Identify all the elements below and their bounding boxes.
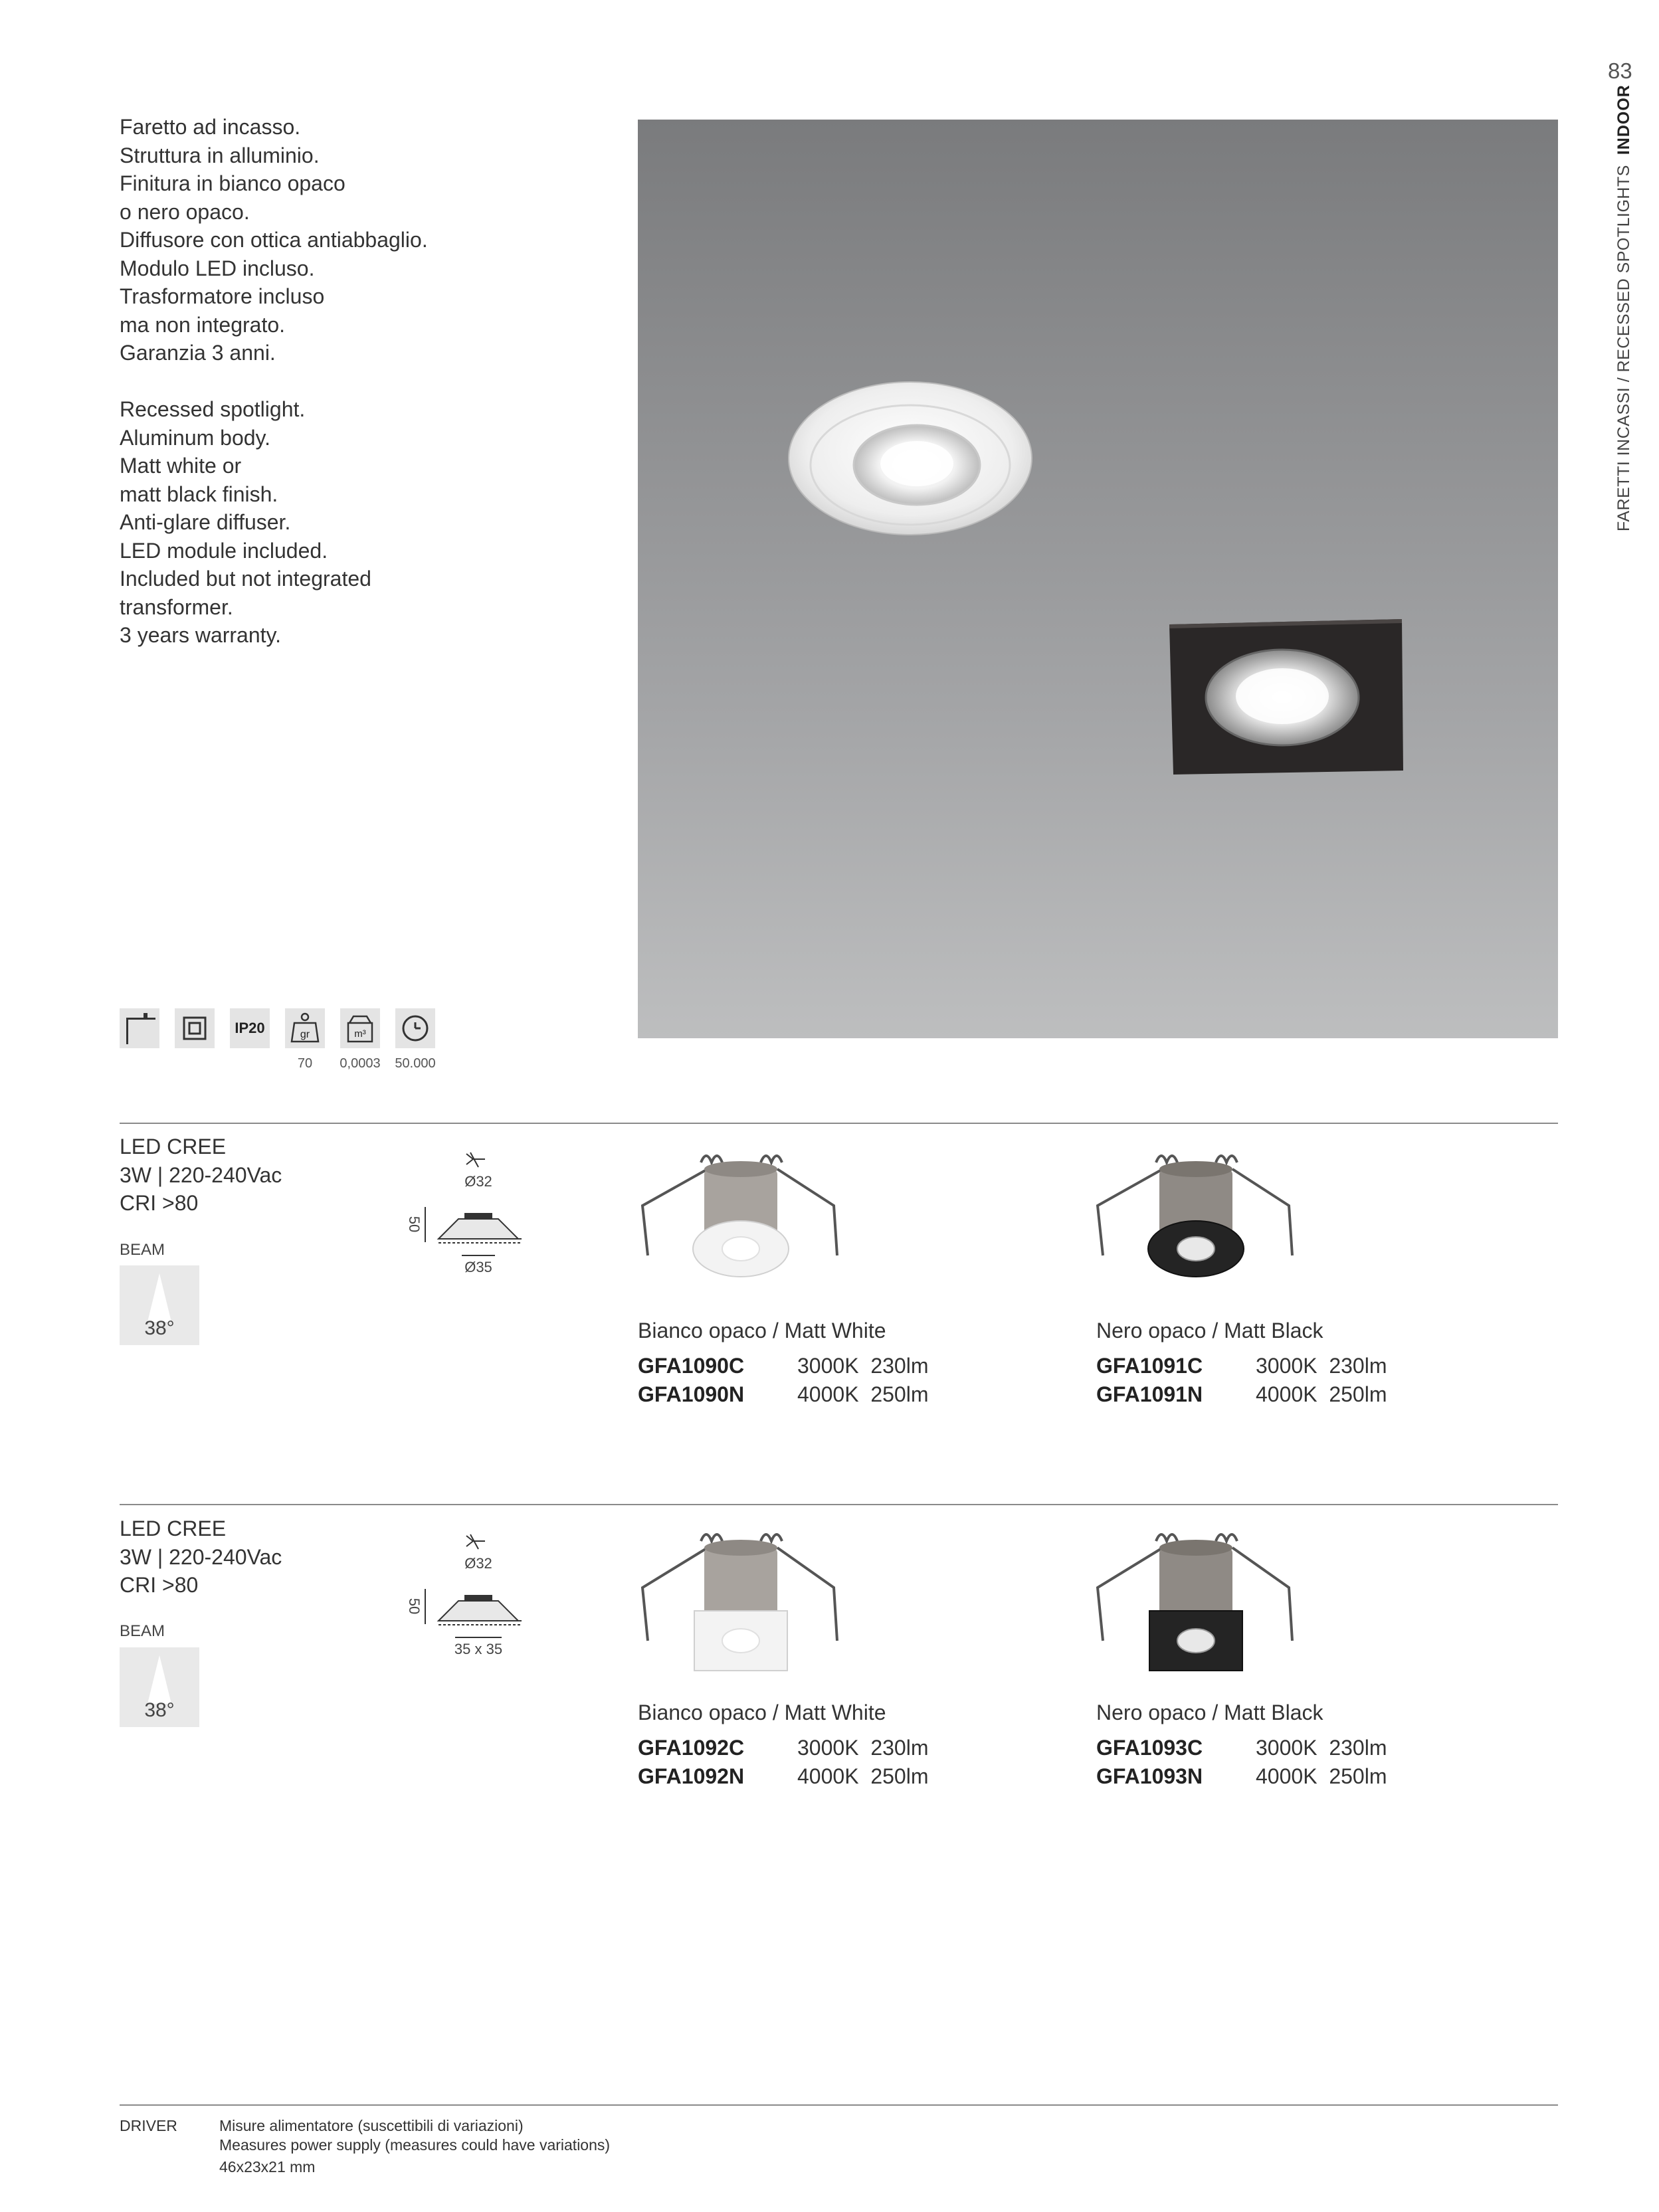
dim-cut: Ø32	[464, 1555, 492, 1572]
desc-line: Recessed spotlight.	[120, 397, 306, 421]
product-code: GFA1092N	[638, 1764, 745, 1788]
spec-line: 3W | 220-240Vac	[120, 1162, 282, 1187]
product-code: GFA1090C	[638, 1354, 745, 1378]
square-black-spotlight	[1169, 619, 1403, 775]
beam-diagram	[120, 1265, 199, 1345]
volume-icon	[340, 1008, 380, 1048]
product-image-black-square	[1090, 1521, 1302, 1674]
ceiling-mount-icon	[120, 1008, 159, 1048]
lumen: 250lm	[1329, 1382, 1387, 1406]
desc-line: Included but not integrated	[120, 567, 371, 591]
product-image-white-square	[634, 1521, 847, 1674]
spec-line: CRI >80	[120, 1191, 199, 1215]
finish-label: Nero opaco / Matt Black	[1096, 1701, 1323, 1724]
color-temp: 4000K	[1256, 1382, 1317, 1406]
product-spec	[120, 1515, 282, 1600]
code-row	[1096, 1352, 1387, 1380]
desc-line: Garanzia 3 anni.	[120, 341, 276, 365]
spec-line: LED CREE	[120, 1517, 227, 1540]
footer-line: 46x23x21 mm	[219, 2158, 316, 2175]
footer-label: DRIVER	[120, 2117, 177, 2134]
desc-line: Diffusore con ottica antiabbaglio.	[120, 228, 428, 252]
dim-bottom: 35 x 35	[454, 1641, 503, 1657]
code-table	[1096, 1734, 1387, 1790]
product-code: GFA1091N	[1096, 1382, 1203, 1406]
footer-line: Measures power supply (measures could have variations)	[219, 2136, 611, 2154]
section-label	[1614, 84, 1634, 531]
spec-line: CRI >80	[120, 1573, 199, 1597]
section-divider	[120, 1123, 1558, 1124]
beam-diagram	[120, 1647, 199, 1727]
color-temp: 4000K	[797, 1764, 859, 1788]
lumen: 230lm	[870, 1736, 929, 1760]
desc-line: Anti-glare diffuser.	[120, 510, 291, 534]
product-image-white-round	[634, 1143, 847, 1289]
dim-cut: Ø32	[464, 1173, 492, 1190]
code-row	[1096, 1380, 1387, 1409]
lumen: 250lm	[870, 1764, 929, 1788]
description-english	[120, 395, 598, 650]
lifetime-clock-icon-svg	[395, 1008, 435, 1048]
beam-label: BEAM	[120, 1622, 165, 1640]
section-divider	[120, 1504, 1558, 1505]
code-row	[638, 1762, 928, 1791]
beam-angle: 38°	[144, 1317, 175, 1339]
lumen: 230lm	[1329, 1736, 1387, 1760]
desc-line: Aluminum body.	[120, 425, 271, 450]
section-label-bold: INDOOR	[1614, 84, 1633, 155]
desc-line: Modulo LED incluso.	[120, 256, 315, 280]
code-table	[638, 1734, 928, 1790]
desc-line: Finitura in bianco opaco	[120, 171, 345, 195]
desc-line: Faretto ad incasso.	[120, 115, 301, 139]
desc-line: o nero opaco.	[120, 199, 250, 224]
desc-line: 3 years warranty.	[120, 623, 282, 647]
code-row	[638, 1380, 928, 1409]
spec-line: LED CREE	[120, 1135, 227, 1158]
finish-label: Bianco opaco / Matt White	[638, 1701, 886, 1724]
description-italian	[120, 113, 598, 367]
product-spec	[120, 1133, 282, 1218]
volume-unit: m³	[354, 1028, 366, 1040]
lumen: 250lm	[1329, 1764, 1387, 1788]
desc-line: transformer.	[120, 595, 233, 619]
lumen: 230lm	[870, 1354, 929, 1378]
desc-line: LED module included.	[120, 538, 328, 563]
footer-line: Misure alimentatore (suscettibili di variazioni)	[219, 2117, 524, 2134]
spec-line: 3W | 220-240Vac	[120, 1544, 282, 1569]
product-code: GFA1093N	[1096, 1764, 1203, 1788]
lumen: 230lm	[1329, 1354, 1387, 1378]
code-row	[1096, 1762, 1387, 1791]
color-temp: 3000K	[797, 1354, 859, 1378]
color-temp: 3000K	[1256, 1354, 1317, 1378]
finish-label: Nero opaco / Matt Black	[1096, 1319, 1323, 1342]
desc-line: matt black finish.	[120, 482, 278, 506]
product-code: GFA1091C	[1096, 1354, 1203, 1378]
desc-line: Trasformatore incluso	[120, 284, 325, 308]
dim-bottom: Ø35	[464, 1259, 492, 1275]
round-white-spotlight	[789, 382, 1032, 535]
desc-line: Matt white or	[120, 454, 242, 478]
volume-value: 0,0003	[340, 1056, 381, 1071]
weight-icon	[285, 1008, 325, 1048]
beam-label: BEAM	[120, 1241, 165, 1259]
color-temp: 4000K	[1256, 1764, 1317, 1788]
code-row	[638, 1734, 928, 1762]
weight-icon-svg	[285, 1008, 325, 1048]
color-temp: 3000K	[797, 1736, 859, 1760]
finish-label: Bianco opaco / Matt White	[638, 1319, 886, 1342]
class-ii-icon	[175, 1008, 215, 1048]
desc-line: ma non integrato.	[120, 312, 286, 337]
dimension-drawing	[399, 1146, 532, 1279]
page-number: 83	[1608, 58, 1632, 83]
color-temp: 4000K	[797, 1382, 859, 1406]
color-temp: 3000K	[1256, 1736, 1317, 1760]
hero-photo	[638, 120, 1558, 1038]
code-row	[638, 1352, 928, 1380]
lifetime-value: 50.000	[395, 1056, 436, 1071]
code-table	[1096, 1352, 1387, 1408]
product-code: GFA1092C	[638, 1736, 745, 1760]
ceiling-mount-icon-svg	[120, 1008, 159, 1048]
dim-height: 50	[406, 1216, 423, 1233]
dim-height: 50	[406, 1598, 423, 1615]
code-row	[1096, 1734, 1387, 1762]
footer-divider	[120, 2104, 1558, 2106]
product-code: GFA1093C	[1096, 1736, 1203, 1760]
desc-line: Struttura in alluminio.	[120, 143, 320, 167]
product-image-black-round	[1090, 1143, 1302, 1289]
product-code: GFA1090N	[638, 1382, 745, 1406]
ip-rating-icon: IP20	[230, 1008, 270, 1048]
footer-text	[219, 2116, 610, 2177]
beam-angle: 38°	[144, 1699, 175, 1721]
class-ii-icon-svg	[175, 1008, 215, 1048]
weight-value: 70	[297, 1056, 313, 1071]
volume-icon-svg	[340, 1008, 380, 1048]
code-table	[638, 1352, 928, 1408]
dimension-drawing	[399, 1528, 532, 1661]
lifetime-clock-icon	[395, 1008, 435, 1048]
lumen: 250lm	[870, 1382, 929, 1406]
section-label-text: FARETTI INCASSI / RECESSED SPOTLIGHTS	[1614, 165, 1633, 531]
hero-photo-illustration	[638, 120, 1558, 1038]
weight-unit: gr	[300, 1029, 310, 1040]
